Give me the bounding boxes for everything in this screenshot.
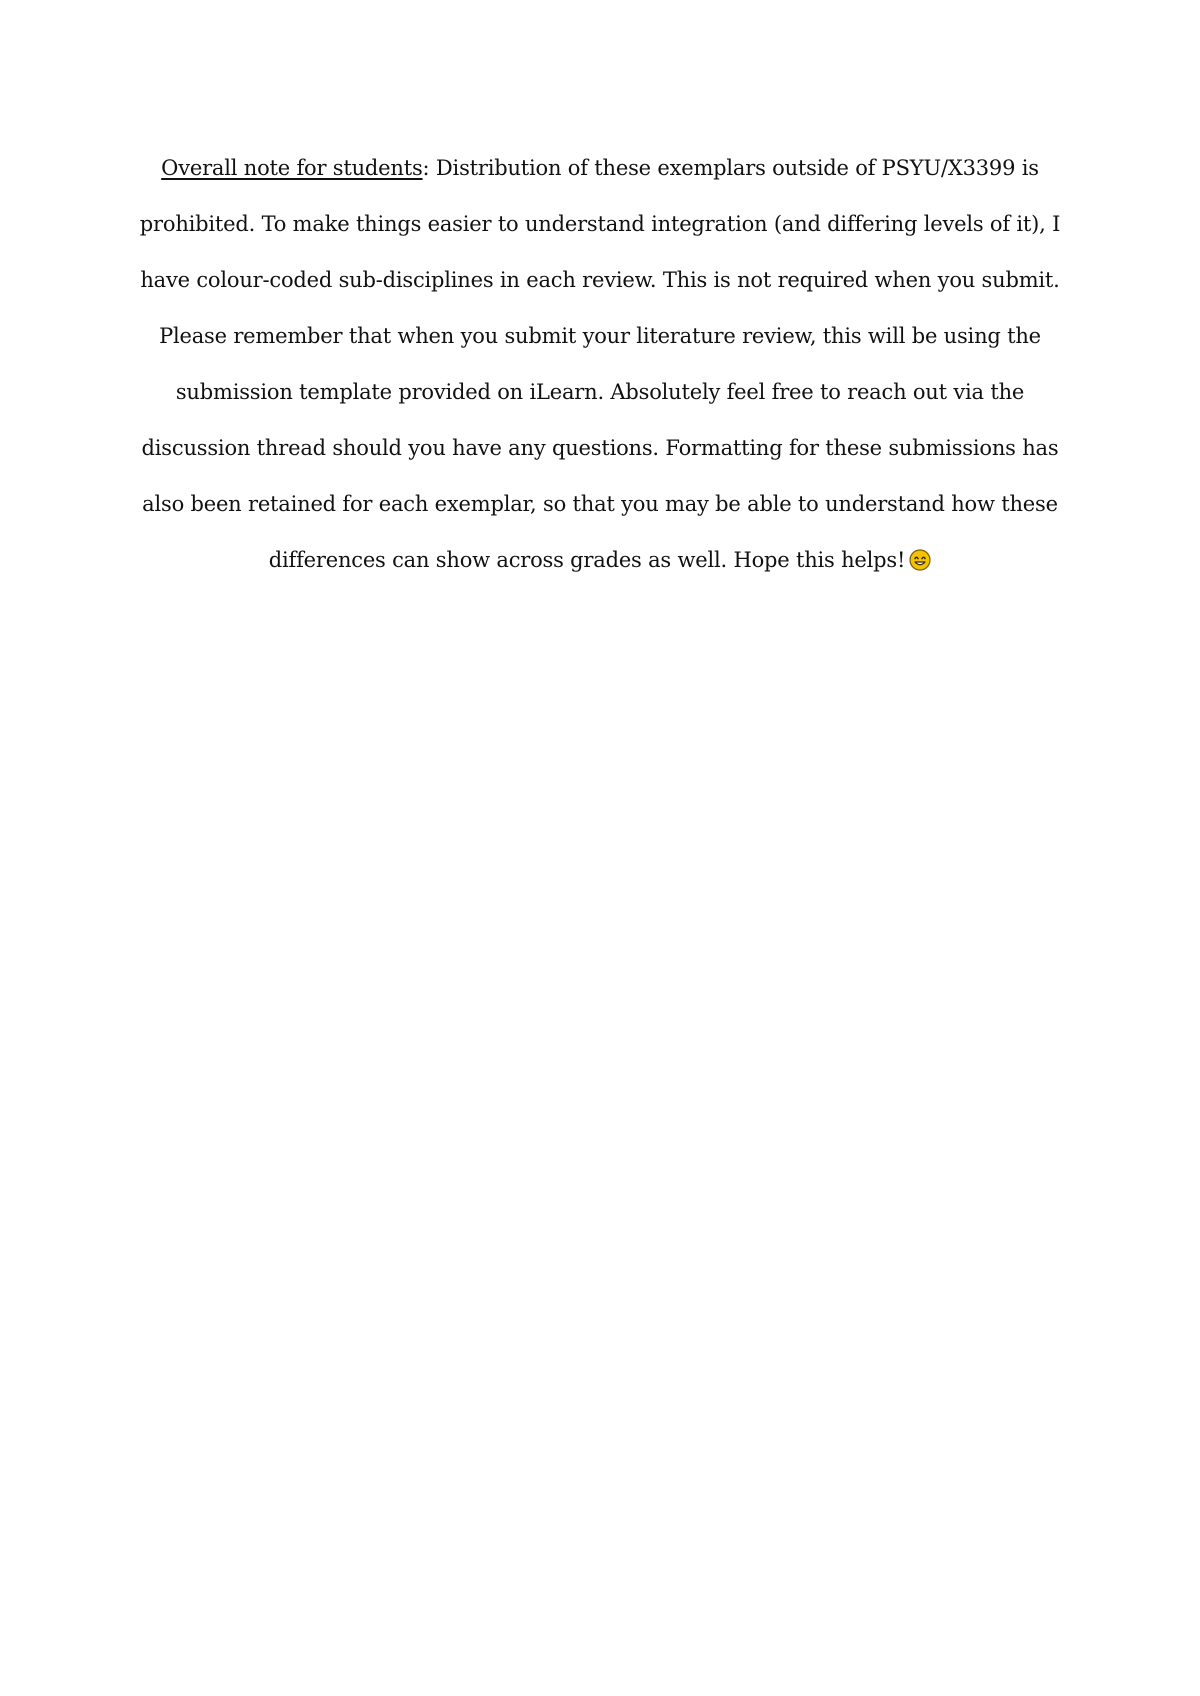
- note-heading-colon: :: [422, 156, 430, 180]
- note-heading: Overall note for students: [161, 156, 423, 180]
- smiling-face-icon: [909, 536, 931, 558]
- note-body: Distribution of these exemplars outside of PSYU/X3399 is prohibited. To make things easier to understand integration (and differing levels of it), I have colour-coded sub-disciplines in each review. This is not required when you submit. Please remember that when you submit your literature review, this will be using the submission template provided on iLearn. Absolutely feel free to reach out via the discussion thread should you have any questions. Formatting for these submissions has also been retained for each exemplar, so that you may be able to understand how these differences can show across grades as well. Hope this helps!: [139, 156, 1061, 572]
- student-note-paragraph: [132, 140, 1068, 588]
